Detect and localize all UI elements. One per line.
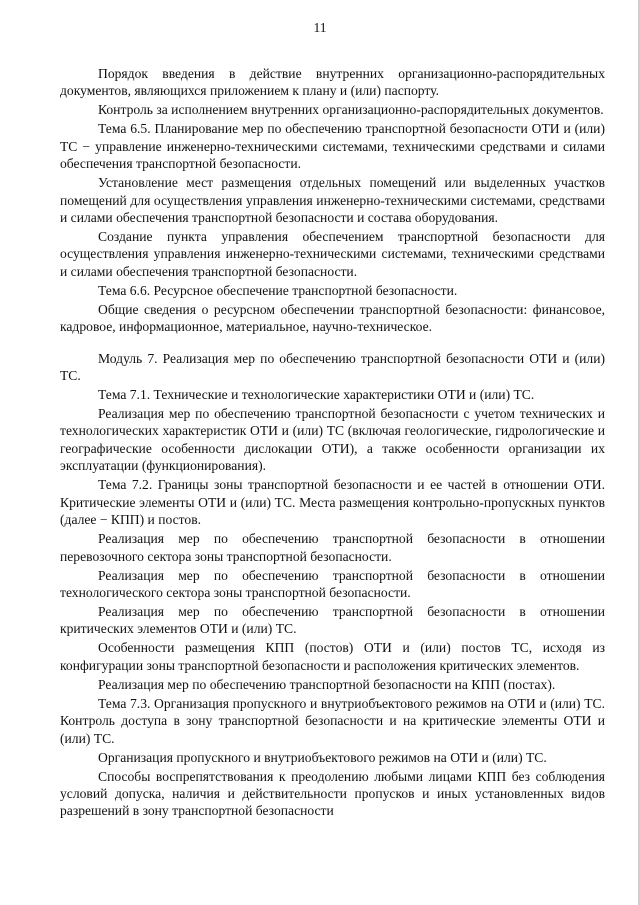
paragraph: Реализация мер по обеспечению транспортной безопасности в отношении перевозочного сектора зоны транспортной безопасности. <box>60 531 605 564</box>
paragraph: Способы воспрепятствования к преодолению любыми лицами КПП без соблюдения условий допуска, наличия и действительности пропусков и иных установленных видов разрешений в зону транспортной безопасности <box>60 768 605 819</box>
document-body <box>60 65 605 821</box>
paragraph: Контроль за исполнением внутренних организационно-распорядительных документов. <box>98 102 604 118</box>
paragraph: Порядок введения в действие внутренних организационно-распорядительных документов, являющихся приложением к плану и (или) паспорту. <box>60 66 605 99</box>
page-number: 11 <box>313 20 327 35</box>
paragraph: Реализация мер по обеспечению транспортной безопасности в отношении технологического сектора зоны транспортной безопасности. <box>60 567 605 600</box>
paragraph: Установление мест размещения отдельных помещений или выделенных участков помещений для осуществления управления инженерно-техническими системами, средствами и силами обеспечения транспортной безопасности и состава оборудования. <box>60 175 605 226</box>
paragraph: Реализация мер по обеспечению транспортной безопасности на КПП (постах). <box>98 676 556 692</box>
topic-heading: Тема 7.3. Организация пропускного и внутриобъектового режимов на ОТИ и (или) ТС. Контроль доступа в зону транспортной безопасности и на критические элементы ОТИ и (или) ТС. <box>60 695 605 746</box>
paragraph: Общие сведения о ресурсном обеспечении транспортной безопасности: финансовое, кадровое, информационное, материальное, научно-техническое. <box>60 301 605 335</box>
topic-heading: Тема 7.1. Технические и технологические характеристики ОТИ и (или) ТС. <box>98 387 535 403</box>
paragraph: Особенности размещения КПП (постов) ОТИ и (или) постов ТС, исходя из конфигурации зоны транспортной безопасности и расположения критических элементов. <box>60 640 605 673</box>
paragraph: Организация пропускного и внутриобъектового режимов на ОТИ и (или) ТС. <box>98 749 547 765</box>
topic-heading: Тема 7.2. Границы зоны транспортной безопасности и ее частей в отношении ОТИ. Критические элементы ОТИ и (или) ТС. Места размещения контрольно-пропускных пунктов (далее − КПП) и постов. <box>60 477 605 528</box>
module-heading: Модуль 7. Реализация мер по обеспечению транспортной безопасности ОТИ и (или) ТС. <box>60 350 605 384</box>
paragraph: Реализация мер по обеспечению транспортной безопасности с учетом технических и технологических характеристик ОТИ и (или) ТС (включая геологические, гидрологические и географические особенности дислокации ОТИ), а также особенности организации их эксплуатации (функционирования). <box>60 406 605 474</box>
paragraph: Создание пункта управления обеспечением транспортной безопасности для осуществления управления инженерно-техническими системами, техническими средствами и силами обеспечения транспортной безопасности. <box>60 229 605 279</box>
topic-heading: Тема 6.6. Ресурсное обеспечение транспортной безопасности. <box>98 282 458 298</box>
topic-heading: Тема 6.5. Планирование мер по обеспечению транспортной безопасности ОТИ и (или) ТС − управление инженерно-техническими системами, техническими средствами и силами обеспечения транспортной безопасности. <box>60 121 605 172</box>
paragraph: Реализация мер по обеспечению транспортной безопасности в отношении критических элементов ОТИ и (или) ТС. <box>60 603 605 637</box>
